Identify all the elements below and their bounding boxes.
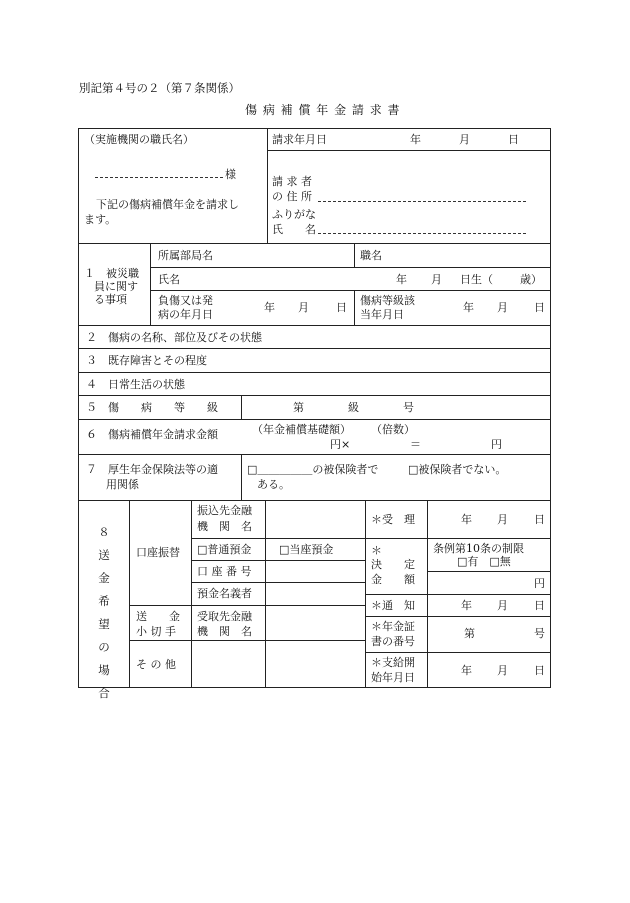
furigana-label: ふりがな [272, 208, 316, 221]
request-text-1: 下記の傷病補償年金を請求し [96, 198, 239, 211]
section4-label: ４ 日常生活の状態 [86, 378, 185, 391]
normal-deposit-checkbox[interactable]: □普通預金 [197, 543, 252, 556]
transfer-label: 口座振替 [136, 546, 180, 559]
birth-year: 年 [396, 273, 407, 286]
claimant-label: 請 求 者 [272, 175, 312, 188]
current-deposit-checkbox[interactable]: □当座預金 [279, 543, 334, 556]
yen-total: 円 [491, 438, 502, 451]
cert-dai: 第 [464, 627, 475, 640]
insured-option[interactable]: □＿＿＿＿＿の被保険者で [247, 463, 379, 476]
post-label: 職名 [360, 249, 382, 262]
start-day: 日 [534, 664, 545, 677]
section8-char-3: 金 [98, 571, 110, 585]
section1-label-3: る事項 [94, 293, 127, 306]
institution-name-line[interactable] [95, 177, 223, 178]
section1-label-2: 員に関す [94, 280, 138, 293]
notice-label: ＊通 知 [371, 599, 415, 612]
form-id: 別記第４号の２（第７条関係） [79, 81, 240, 95]
age-label: 歳） [520, 273, 542, 286]
notice-day: 日 [534, 599, 545, 612]
notice-month: 月 [497, 599, 508, 612]
receipt-month: 月 [497, 513, 508, 526]
start-month: 月 [497, 664, 508, 677]
claimant-name-label: 氏 名 [272, 223, 316, 236]
section8-char-4: 希 [98, 594, 110, 608]
birth-day: 日生（ [460, 273, 493, 286]
start-label-1: ＊支給開 [371, 656, 415, 669]
grade-year: 年 [463, 301, 474, 314]
injury-day: 日 [336, 301, 347, 314]
request-day: 日 [508, 133, 519, 146]
institution-label: （実施機関の職氏名） [84, 133, 194, 146]
check-label-2: 小 切 手 [136, 625, 176, 638]
injury-year: 年 [264, 301, 275, 314]
section2-label: ２ 傷病の名称、部位及びその状態 [86, 331, 262, 344]
receipt-day: 日 [534, 513, 545, 526]
cert-label-1: ＊年金証 [371, 620, 415, 633]
account-holder-label: 預金名義者 [197, 587, 252, 600]
decision-label-2: 金 額 [371, 573, 415, 586]
recv-bank-label-2: 機 関 名 [197, 625, 252, 638]
decision-yen: 円 [534, 577, 545, 590]
cert-gou: 号 [534, 627, 545, 640]
article10-options[interactable]: □有 □無 [457, 555, 511, 568]
page-title: 傷 病 補 償 年 金 請 求 書 [245, 103, 401, 117]
section5-value: 第 級 号 [293, 401, 414, 414]
request-text-2: ます。 [84, 213, 117, 226]
section5-label: ５ 傷 病 等 級 [86, 401, 218, 414]
section6-label: ６ 傷病補償年金請求金額 [86, 428, 218, 441]
sama-label: 様 [225, 168, 236, 181]
base-amount-label: （年金補償基礎額） [252, 423, 351, 436]
injury-date-label-1: 負傷又は発 [158, 294, 213, 307]
victim-name-label: 氏名 [158, 273, 180, 286]
section7-label-1: ７ 厚生年金保険法等の適 [86, 463, 218, 476]
recv-bank-label-1: 受取先金融 [197, 610, 252, 623]
bank-label-2: 機 関 名 [197, 520, 252, 533]
multiplier-label: （倍数） [371, 423, 415, 436]
section8-vertical-label [97, 521, 111, 705]
grade-month: 月 [497, 301, 508, 314]
section7-label-2: 用関係 [106, 478, 139, 491]
birth-month: 月 [431, 273, 442, 286]
start-year: 年 [461, 664, 472, 677]
section8-char-6: の [98, 640, 110, 654]
request-year: 年 [410, 133, 421, 146]
address-label: の 住 所 [272, 190, 312, 203]
address-input-line[interactable] [318, 201, 526, 202]
cert-label-2: 書の番号 [371, 635, 415, 648]
article10-label: 条例第10条の制限 [433, 542, 524, 555]
insured-option-cont: ある。 [257, 478, 290, 491]
notice-year: 年 [461, 599, 472, 612]
section8-char-2: 送 [98, 548, 110, 562]
grade-date-label-1: 傷病等級該 [360, 294, 415, 307]
injury-date-label-2: 病の年月日 [158, 308, 213, 321]
request-month: 月 [459, 133, 470, 146]
grade-date-label-2: 当年月日 [360, 308, 404, 321]
section8-char-8: 合 [98, 686, 110, 700]
dept-label: 所属部局名 [158, 249, 213, 262]
not-insured-option[interactable]: □被保険者でない。 [408, 463, 507, 476]
bank-label-1: 振込先金融 [197, 504, 252, 517]
decision-mark: ＊ [371, 544, 382, 557]
section8-char-7: 場 [98, 663, 110, 677]
decision-label-1: 決 定 [371, 558, 415, 571]
name-input-line[interactable] [318, 233, 526, 234]
grade-day: 日 [534, 301, 545, 314]
check-label-1: 送 金 [136, 610, 180, 623]
other-label: そ の 他 [136, 658, 176, 671]
section1-label-1: １ 被災職 [84, 267, 139, 280]
account-number-label: 口 座 番 号 [197, 565, 252, 578]
injury-month: 月 [298, 301, 309, 314]
yen-times: 円× [330, 438, 351, 451]
section8-char-1: ８ [98, 525, 110, 539]
receipt-label: ＊受 理 [371, 513, 415, 526]
start-label-2: 始年月日 [371, 671, 415, 684]
request-date-label: 請求年月日 [272, 133, 327, 146]
equals-sign: ＝ [410, 438, 421, 451]
section3-label: ３ 既存障害とその程度 [86, 354, 207, 367]
section8-char-5: 望 [98, 617, 110, 631]
receipt-year: 年 [461, 513, 472, 526]
